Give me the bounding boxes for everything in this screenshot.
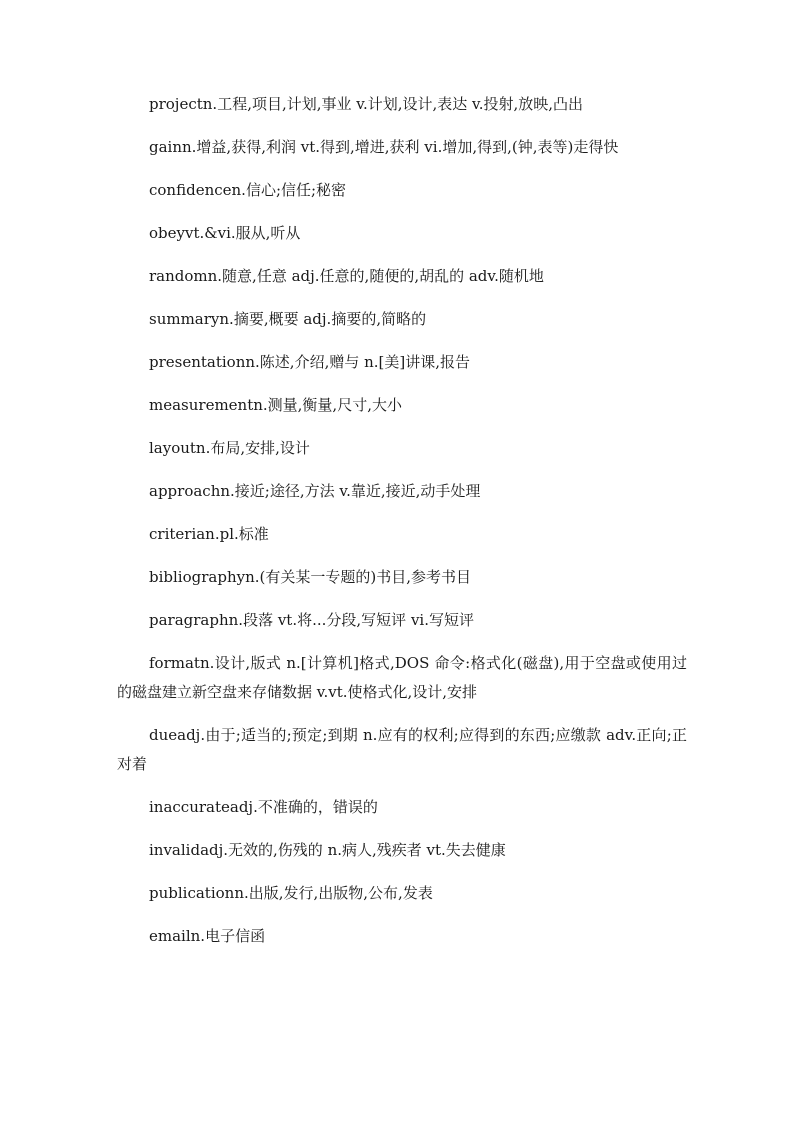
entry-layout: layoutn.布局,安排,设计 [149,439,310,457]
entry-format: formatn.设计,版式 n.[计算机]格式,DOS 命令:格式化(磁盘),用于空盘或使用过的磁盘建立新空盘来存储数据 v.vt.使格式化,设计,安排 [117,654,687,701]
entry-bibliography: bibliographyn.(有关某一专题的)书目,参考书目 [149,568,471,586]
document-page [117,90,687,965]
entry-random: randomn.随意,任意 adj.任意的,随便的,胡乱的 adv.随机地 [149,267,544,285]
entry-invalid: invalidadj.无效的,伤残的 n.病人,残疾者 vt.失去健康 [149,841,506,859]
entry-gain: gainn.增益,获得,利润 vt.得到,增进,获利 vi.增加,得到,(钟,表等)走得快 [149,138,619,156]
entry-email: emailn.电子信函 [149,927,266,945]
entry-confidence: confidencen.信心;信任;秘密 [149,181,347,199]
entry-obey: obeyvt.&vi.服从,听从 [149,224,301,242]
entry-inaccurate: inaccurateadj.不准确的，错误的 [149,798,378,816]
entry-paragraph: paragraphn.段落 vt.将...分段,写短评 vi.写短评 [149,611,474,629]
entry-measurement: measurementn.测量,衡量,尺寸,大小 [149,396,402,414]
entry-summary: summaryn.摘要,概要 adj.摘要的,简略的 [149,310,427,328]
entry-project: projectn.工程,项目,计划,事业 v.计划,设计,表达 v.投射,放映,凸出 [149,95,584,113]
entry-due: dueadj.由于;适当的;预定;到期 n.应有的权利;应得到的东西;应缴款 adv.正向;正对着 [117,726,687,773]
entry-approach: approachn.接近;途径,方法 v.靠近,接近,动手处理 [149,482,481,500]
entry-criteria: criterian.pl.标准 [149,525,269,543]
entry-publication: publicationn.出版,发行,出版物,公布,发表 [149,884,433,902]
entry-presentation: presentationn.陈述,介绍,赠与 n.[美]讲课,报告 [149,353,471,371]
